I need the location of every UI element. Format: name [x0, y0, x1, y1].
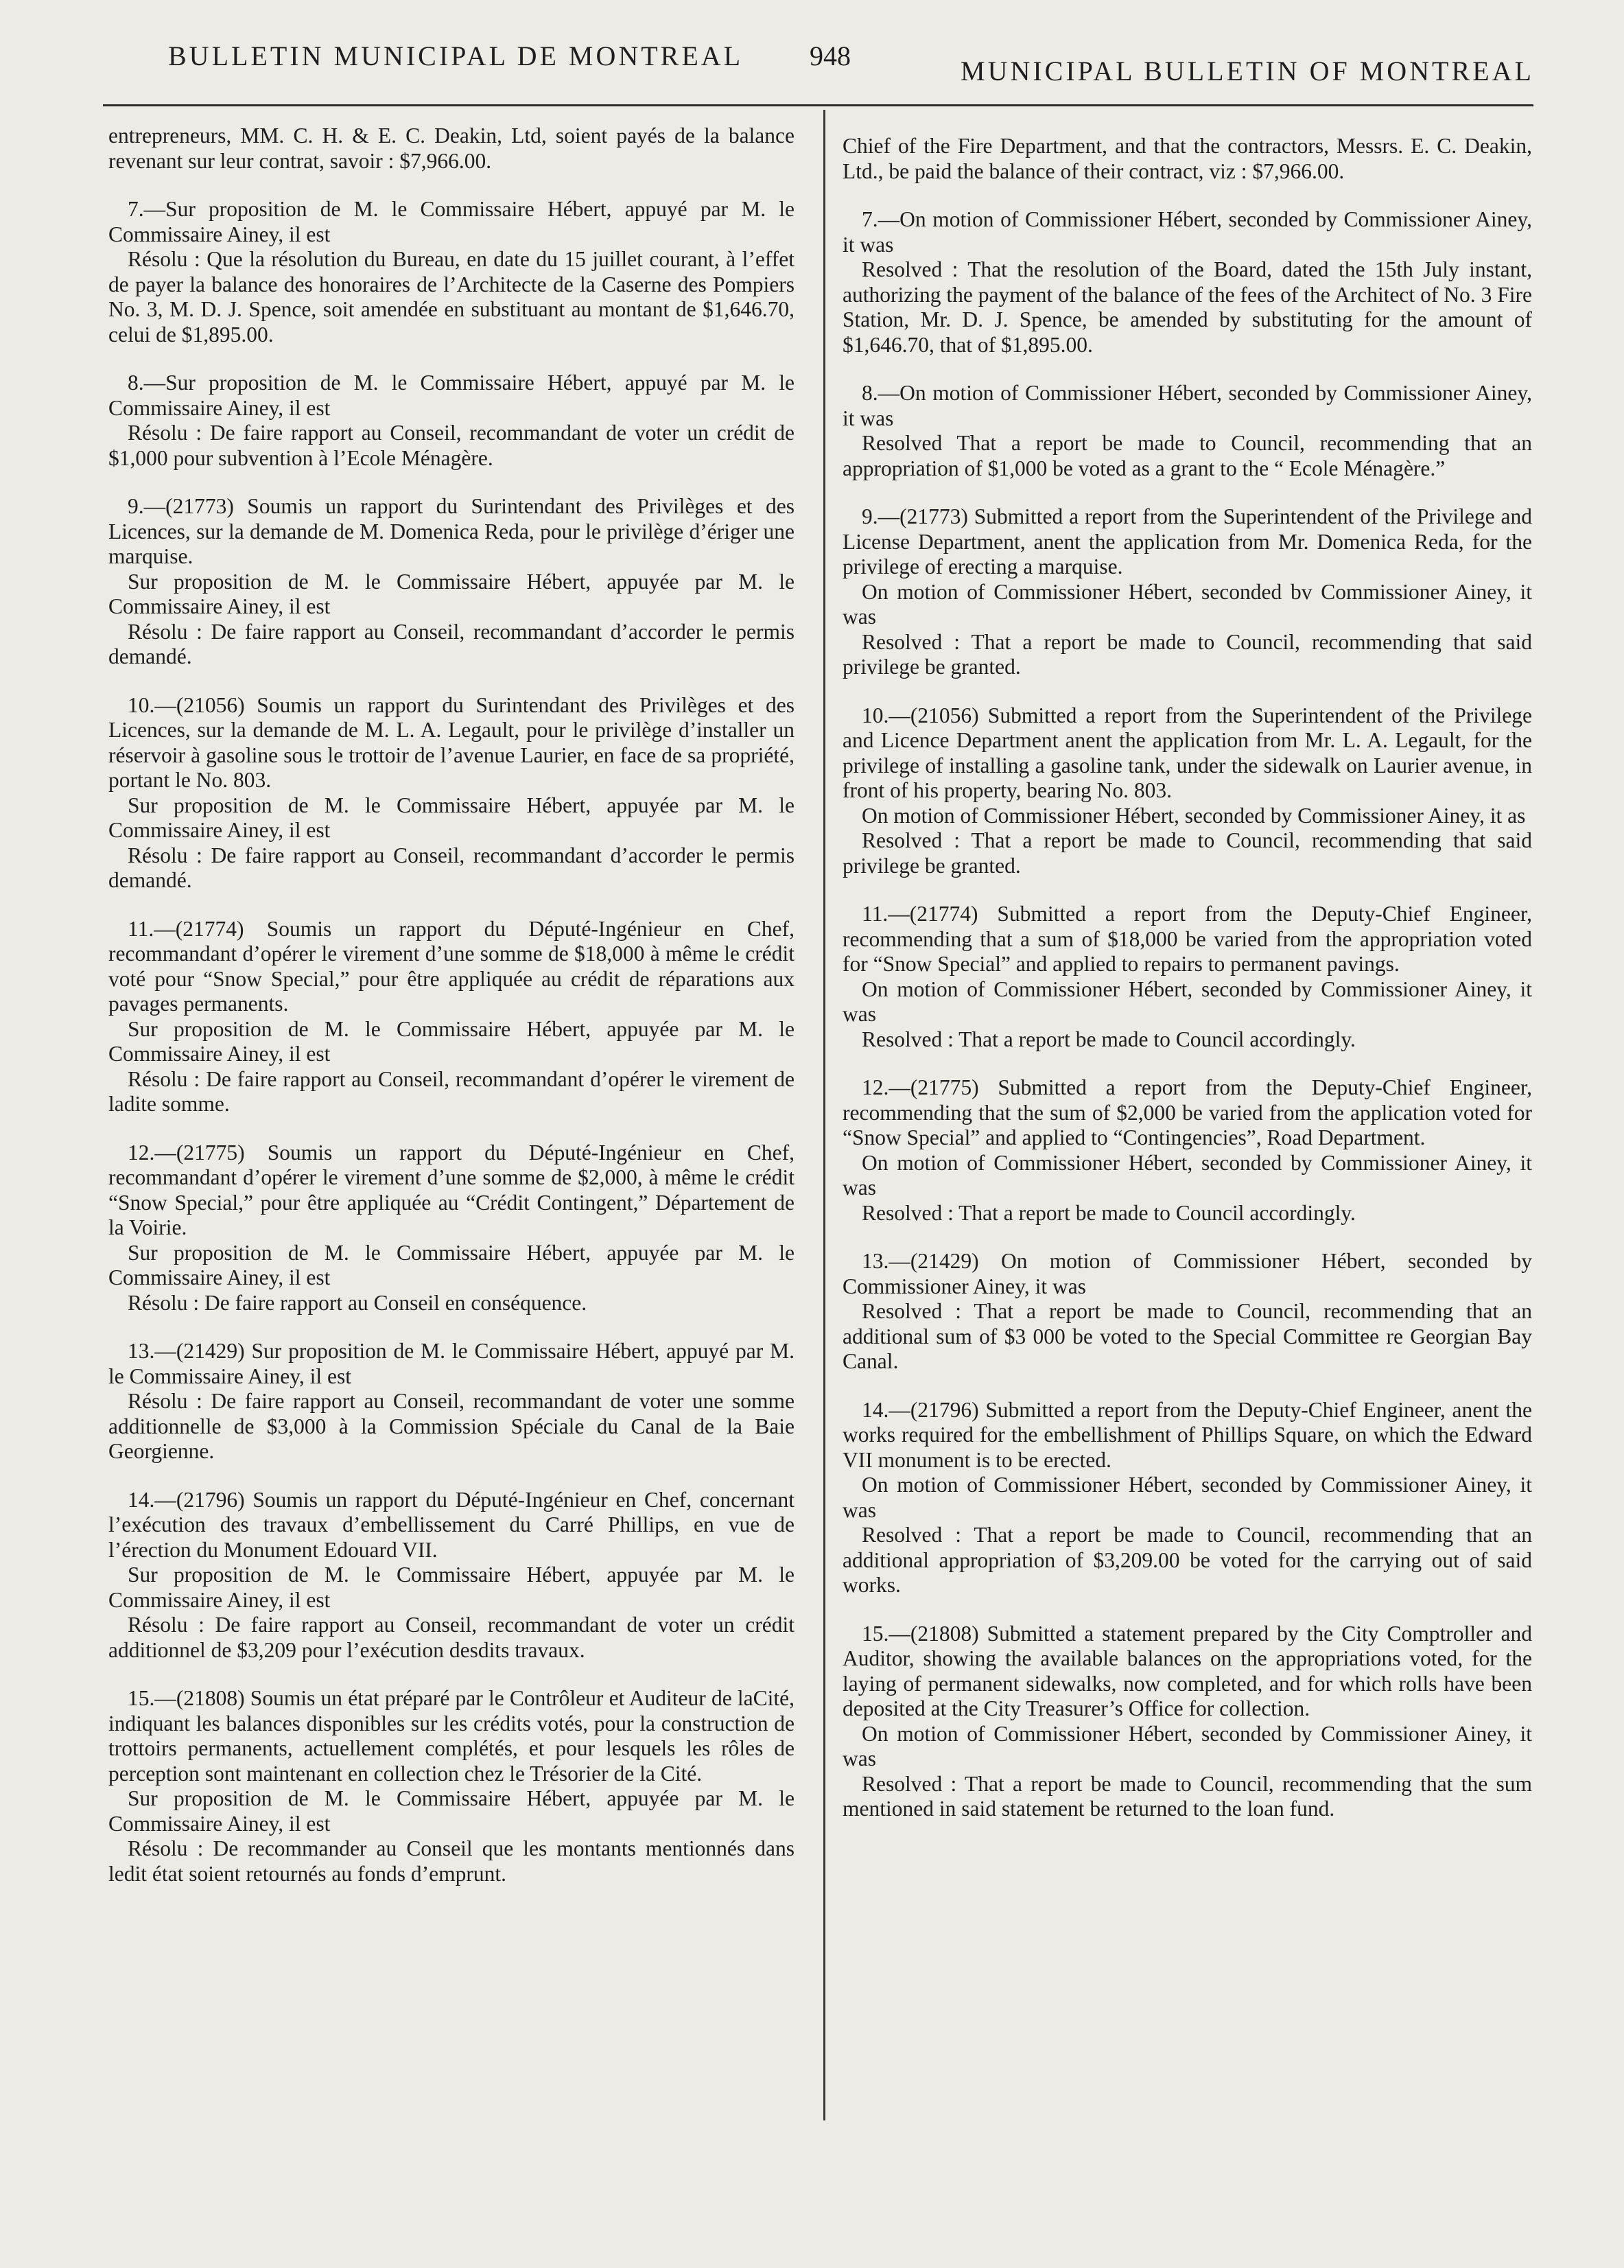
paragraph: 8.—On motion of Commissioner Hébert, seconded by Commissioner Ainey, it was: [843, 381, 1532, 430]
paragraph: Résolu : De faire rapport au Conseil, recommandant de voter un crédit de $1,000 pour subvention à l’Ecole Ménagère.: [108, 421, 795, 470]
paragraph: 15.—(21808) Soumis un état préparé par le Contrôleur et Auditeur de laCité, indiquant les balances disponibles sur les crédits votés, pour la construction de trottoirs permanents, actuellement complétés, et pour lesquels les rôles de perception sont maintenant en collection chez le Trésorier de la Cité.: [108, 1686, 795, 1786]
paragraph: Resolved : That a report be made to Council, recommending that the sum mentioned in said statement be returned to the loan fund.: [843, 1771, 1532, 1821]
paragraph: 8.—Sur proposition de M. le Commissaire Hébert, appuyé par M. le Commissaire Ainey, il est: [108, 371, 795, 420]
page-header: [0, 0, 1624, 110]
french-column: [108, 124, 795, 1886]
paragraph: 12.—(21775) Submitted a report from the Deputy-Chief Engineer, recommending that the sum of $2,000 be varied from the application voted for “Snow Special” and applied to “Contingencies”, Road Department.: [843, 1075, 1532, 1149]
paragraph: Résolu : De faire rapport au Conseil, recommandant d’opérer le virement de ladite somme.: [108, 1066, 795, 1116]
paragraph: Resolved : That a report be made to Council, recommending that an additional sum of $3 000 be voted to the Special Committee re Georgian Bay Canal.: [843, 1299, 1532, 1373]
paragraph: Sur proposition de M. le Commissaire Hébert, appuyée par M. le Commissaire Ainey, il est: [108, 569, 795, 618]
paragraph: Resolved : That the resolution of the Board, dated the 15th July instant, authorizing the payment of the balance of the fees of the Architect of No. 3 Fire Station, Mr. D. J. Spence, be amended by substituting for the amount of $1,646.70, that of $1,895.00.: [843, 257, 1532, 357]
paragraph: 12.—(21775) Soumis un rapport du Député-Ingénieur en Chef, recommandant d’opérer le virement d’une somme de $2,000, à même le crédit “Snow Special,” pour être appliquée au “Crédit Contingent,” Département de la Voirie.: [108, 1140, 795, 1239]
header-rule: [103, 104, 1533, 106]
paragraph: Resolved : That a report be made to Council accordingly.: [862, 1027, 1356, 1051]
paragraph: Resolved That a report be made to Council, recommending that an appropriation of $1,000 be voted as a grant to the “ Ecole Ménagère.”: [843, 431, 1532, 480]
paragraph: Sur proposition de M. le Commissaire Hébert, appuyée par M. le Commissaire Ainey, il est: [108, 793, 795, 842]
paragraph: Résolu : De faire rapport au Conseil, recommandant de voter une somme additionnelle de $3,000 à la Commission Spéciale du Canal de la Baie Georgienne.: [108, 1389, 795, 1463]
paragraph: On motion of Commissioner Hébert, seconded by Commissioner Ainey, it was: [843, 1473, 1532, 1522]
paragraph: 14.—(21796) Soumis un rapport du Député-Ingénieur en Chef, concernant l’exécution des travaux d’embellissement du Carré Phillips, en vue de l’érection du Monument Edouard VII.: [108, 1487, 795, 1562]
header-left-title: BULLETIN MUNICIPAL DE MONTREAL: [168, 40, 744, 71]
paragraph: entrepreneurs, MM. C. H. & E. C. Deakin, Ltd, soient payés de la balance revenant sur leur contrat, savoir : $7,966.00.: [108, 124, 795, 173]
paragraph: Resolved : That a report be made to Council, recommending that said privilege be granted.: [843, 629, 1532, 679]
paragraph: 10.—(21056) Submitted a report from the Superintendent of the Privilege and Licence Department anent the application from Mr. L. A. Legault, for the privilege of installing a gasoline tank, under the sidewalk on Laurier avenue, in front of his property, bearing No. 803.: [843, 703, 1532, 802]
paragraph: Sur proposition de M. le Commissaire Hébert, appuyée par M. le Commissaire Ainey, il est: [108, 1240, 795, 1289]
paragraph: Sur proposition de M. le Commissaire Hébert, appuyée par M. le Commissaire Ainey, il est: [108, 1786, 795, 1836]
paragraph: 9.—(21773) Submitted a report from the Superintendent of the Privilege and License Department, anent the application from Mr. Domenica Reda, for the privilege of erecting a marquise.: [843, 504, 1532, 578]
paragraph: Résolu : De faire rapport au Conseil, recommandant d’accorder le permis demandé.: [108, 843, 795, 892]
paragraph: Résolu : Que la résolution du Bureau, en date du 15 juillet courant, à l’effet de payer la balance des honoraires de l’Architecte de la Caserne des Pompiers No. 3, M. D. J. Spence, soit amendée en substituant au montant de $1,646.70, celui de $1,895.00.: [108, 247, 795, 347]
paragraph: Résolu : De faire rapport au Conseil en conséquence.: [128, 1290, 587, 1315]
paragraph: 14.—(21796) Submitted a report from the Deputy-Chief Engineer, anent the works required for the embellishment of Phillips Square, on which the Edward VII monument is to be erected.: [843, 1397, 1532, 1472]
paragraph: On motion of Commissioner Hébert, seconded by Commissioner Ainey, it was: [843, 977, 1532, 1026]
page-number: 948: [810, 40, 851, 71]
header-right-title: MUNICIPAL BULLETIN OF MONTREAL: [961, 56, 1534, 86]
paragraph: Résolu : De faire rapport au Conseil, recommandant de voter un crédit additionnel de $3,209 pour l’exécution desdits travaux.: [108, 1613, 795, 1662]
paragraph: 13.—(21429) On motion of Commissioner Hébert, seconded by Commissioner Ainey, it was: [843, 1249, 1532, 1298]
paragraph: Sur proposition de M. le Commissaire Hébert, appuyée par M. le Commissaire Ainey, il est: [108, 1016, 795, 1066]
paragraph: Sur proposition de M. le Commissaire Hébert, appuyée par M. le Commissaire Ainey, il est: [108, 1563, 795, 1612]
paragraph: On motion of Commissioner Hébert, seconded bv Commissioner Ainey, it was: [843, 579, 1532, 629]
paragraph: On motion of Commissioner Hébert, seconded by Commissioner Ainey, it as: [862, 803, 1526, 828]
paragraph: 7.—Sur proposition de M. le Commissaire Hébert, appuyé par M. le Commissaire Ainey, il est: [108, 197, 795, 246]
paragraph: Résolu : De recommander au Conseil que les montants mentionnés dans ledit état soient retournés au fonds d’emprunt.: [108, 1836, 795, 1886]
paragraph: Chief of the Fire Department, and that the contractors, Messrs. E. C. Deakin, Ltd., be paid the balance of their contract, viz : $7,966.00.: [843, 134, 1532, 183]
paragraph: Resolved : That a report be made to Council accordingly.: [862, 1200, 1356, 1225]
english-column: [843, 134, 1532, 1822]
paragraph: On motion of Commissioner Hébert, seconded by Commissioner Ainey, it was: [843, 1721, 1532, 1770]
paragraph: On motion of Commissioner Hébert, seconded by Commissioner Ainey, it was: [843, 1150, 1532, 1200]
paragraph: 7.—On motion of Commissioner Hébert, seconded by Commissioner Ainey, it was: [843, 207, 1532, 257]
paragraph: 11.—(21774) Submitted a report from the Deputy-Chief Engineer, recommending that a sum of $18,000 be varied from the appropriation voted for “Snow Special” and applied to repairs to permanent pavings.: [843, 902, 1532, 976]
paragraph: 11.—(21774) Soumis un rapport du Député-Ingénieur en Chef, recommandant d’opérer le virement d’une somme de $18,000 à même le crédit voté pour “Snow Special,” pour être appliquée au crédit de réparations aux pavages permanents.: [108, 916, 795, 1016]
paragraph: 9.—(21773) Soumis un rapport du Surintendant des Privilèges et des Licences, sur la demande de M. Domenica Reda, pour le privilège d’ériger une marquise.: [108, 494, 795, 568]
paragraph: Resolved : That a report be made to Council, recommending that an additional appropriation of $3,209.00 be voted for the carrying out of said works.: [843, 1523, 1532, 1597]
paragraph: 13.—(21429) Sur proposition de M. le Commissaire Hébert, appuyé par M. le Commissaire Ainey, il est: [108, 1339, 795, 1388]
paragraph: Resolved : That a report be made to Council, recommending that said privilege be granted.: [843, 828, 1532, 878]
paragraph: Résolu : De faire rapport au Conseil, recommandant d’accorder le permis demandé.: [108, 619, 795, 668]
column-divider: [823, 110, 825, 2120]
paragraph: 10.—(21056) Soumis un rapport du Surintendant des Privilèges et des Licences, sur la demande de M. L. A. Legault, pour le privilège d’installer un réservoir à gasoline sous le trottoir de l’avenue Laurier, en face de sa propriété, portant le No. 803.: [108, 692, 795, 792]
paragraph: 15.—(21808) Submitted a statement prepared by the City Comptroller and Auditor, showing the available balances on the appropriations voted, for the laying of permanent sidewalks, now completed, and for which rolls have been deposited at the City Treasurer’s Office for collection.: [843, 1621, 1532, 1720]
